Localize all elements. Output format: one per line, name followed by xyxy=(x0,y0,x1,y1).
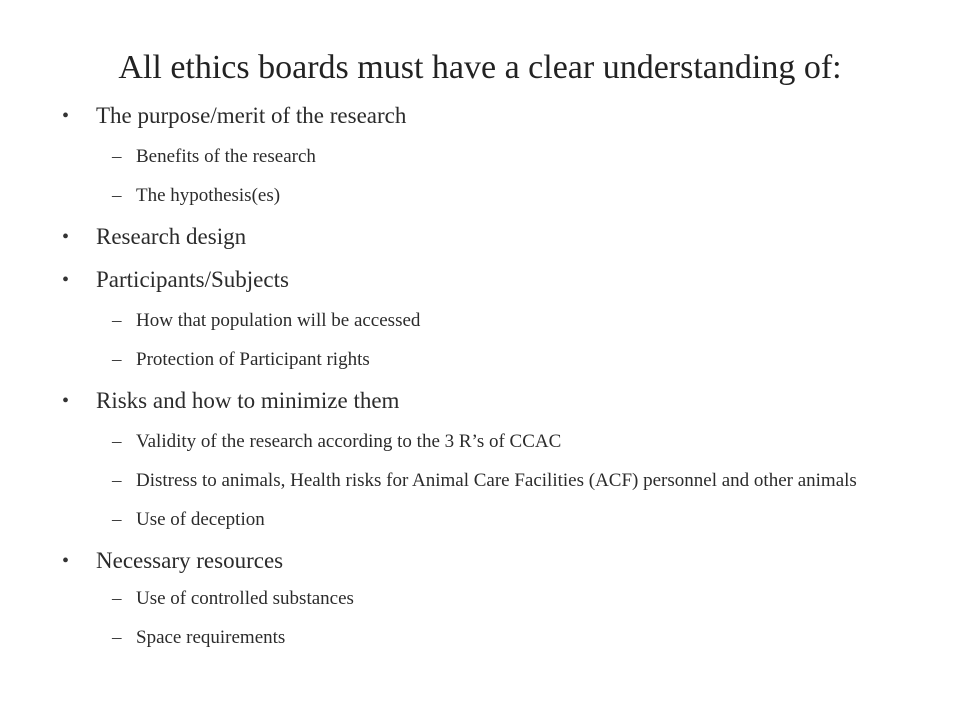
dash-marker: – xyxy=(112,349,122,370)
bullet-list xyxy=(62,96,922,651)
bullet-marker: • xyxy=(62,390,70,412)
sub-bullet-item xyxy=(62,625,922,651)
dash-marker: – xyxy=(112,185,122,206)
sub-bullet-item xyxy=(62,468,922,494)
sub-bullet-text: How that population will be accessed xyxy=(136,310,421,331)
bullet-item xyxy=(62,265,922,295)
sub-bullet-text: Distress to animals, Health risks for Animal Care Facilities (ACF) personnel and other animals xyxy=(136,470,857,491)
dash-marker: – xyxy=(112,627,122,648)
sub-bullet-item xyxy=(62,183,922,209)
dash-marker: – xyxy=(112,146,122,167)
bullet-marker: • xyxy=(62,269,70,291)
sub-bullet-item xyxy=(62,507,922,533)
sub-bullet-item xyxy=(62,429,922,455)
bullet-marker: • xyxy=(62,226,70,248)
bullet-marker: • xyxy=(62,550,70,572)
dash-marker: – xyxy=(112,310,122,331)
sub-bullet-text: The hypothesis(es) xyxy=(136,185,281,206)
sub-bullet-text: Use of deception xyxy=(136,509,265,530)
bullet-item xyxy=(62,101,922,131)
bullet-text: Risks and how to minimize them xyxy=(96,388,400,413)
sub-bullet-item xyxy=(62,308,922,334)
sub-bullet-text: Protection of Participant rights xyxy=(136,349,370,370)
sub-bullet-text: Space requirements xyxy=(136,627,286,648)
sub-bullet-item xyxy=(62,347,922,373)
dash-marker: – xyxy=(112,588,122,609)
bullet-text: The purpose/merit of the research xyxy=(96,103,407,128)
sub-bullet-text: Validity of the research according to the 3 R’s of CCAC xyxy=(136,431,562,452)
dash-marker: – xyxy=(112,431,122,452)
bullet-text: Participants/Subjects xyxy=(96,267,289,292)
slide-title: All ethics boards must have a clear understanding of: xyxy=(118,49,842,86)
bullet-item xyxy=(62,546,922,576)
sub-bullet-item xyxy=(62,144,922,170)
sub-bullet-text: Use of controlled substances xyxy=(136,588,354,609)
bullet-text: Research design xyxy=(96,224,247,249)
bullet-marker: • xyxy=(62,105,70,127)
dash-marker: – xyxy=(112,470,122,491)
bullet-text: Necessary resources xyxy=(96,548,284,573)
dash-marker: – xyxy=(112,509,122,530)
sub-bullet-item xyxy=(62,586,922,612)
bullet-item xyxy=(62,222,922,252)
bullet-item xyxy=(62,386,922,416)
sub-bullet-text: Benefits of the research xyxy=(136,146,316,167)
